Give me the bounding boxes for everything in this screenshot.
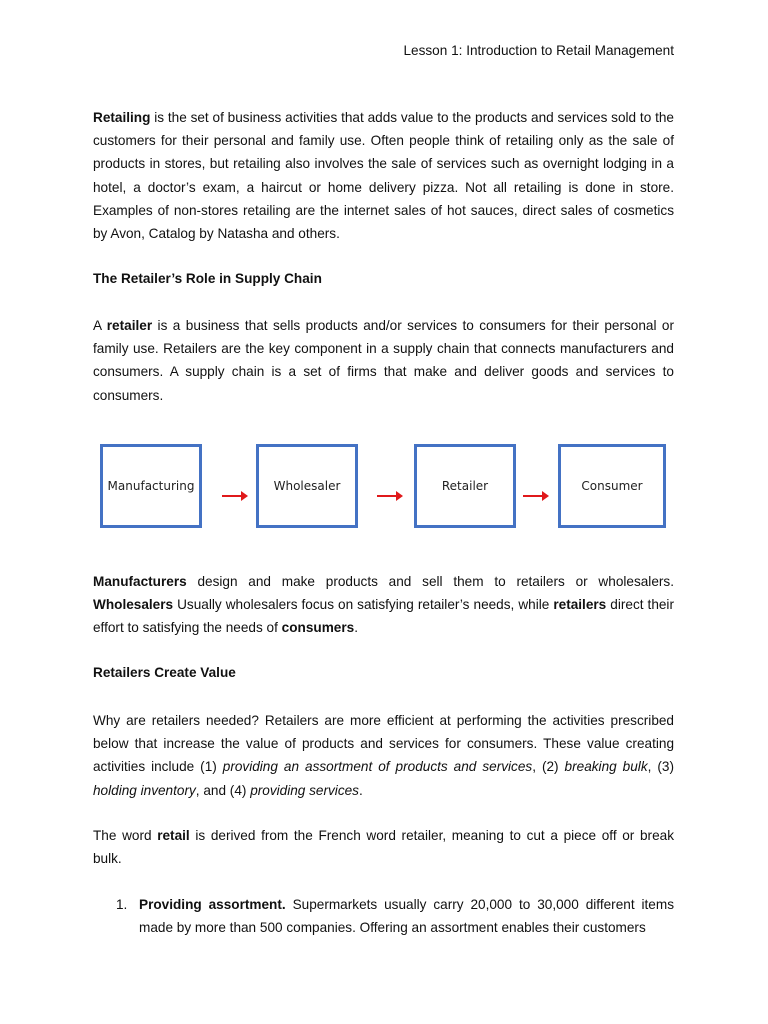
list-number: 1. [116, 897, 128, 912]
value-paragraph [93, 709, 674, 802]
value-text-1: Why are retailers needed? Retailers are more efficient at performing the activities prescribed below that increase the value of products and services for consumers. These value creating activities include (1) [93, 713, 674, 775]
roles-text-1: design and make products and sell them to retailers or wholesalers. [186, 574, 674, 589]
term-retailers: retailers [553, 597, 607, 613]
intro-paragraph [93, 106, 674, 245]
term-retailer: retailer [106, 318, 153, 333]
roles-paragraph [93, 570, 674, 640]
etymology-prefix: The word [93, 828, 158, 843]
term-manufacturers: Manufacturers [93, 574, 187, 589]
list-item-text: Supermarkets usually carry 20,000 to 30,000 different items made by more than 500 companies. Offering an assortment enables their customers [139, 897, 674, 936]
term-retail: retail [157, 828, 190, 843]
list-body [139, 893, 674, 939]
supply-chain-diagram [100, 443, 668, 533]
roles-text-3: direct their effort to satisfying the needs of [93, 597, 674, 636]
retailer-prefix: A [93, 318, 107, 333]
arrow-right-icon [523, 495, 543, 497]
value-text-3: , (3) [647, 759, 674, 775]
list-item [116, 893, 674, 939]
section-heading-supply-chain: The Retailer’s Role in Supply Chain [93, 271, 322, 286]
term-wholesalers: Wholesalers [93, 597, 174, 613]
etymology-paragraph [93, 824, 674, 870]
arrow-right-icon [377, 495, 397, 497]
roles-text-2: Usually wholesalers focus on satisfying retailer’s needs, while [173, 597, 554, 613]
value-text-4: , and (4) [195, 782, 251, 798]
node-consumer: Consumer [558, 444, 666, 528]
node-wholesaler: Wholesaler [256, 444, 358, 528]
node-retailer: Retailer [414, 444, 516, 528]
retailer-text: is a business that sells products and/or services to consumers for their personal or family use. Retailers are the key component in a supply chain that connects manufacturers and consumers. A supply chain is a set of firms that make and deliver goods and services to consumers. [93, 318, 675, 403]
etymology-text: is derived from the French word retailer, meaning to cut a piece off or break bulk. [93, 828, 674, 867]
value-text-2: , (2) [532, 759, 565, 775]
value-activity-inventory: holding inventory [93, 782, 196, 798]
node-manufacturing: Manufacturing [100, 444, 202, 528]
list-item-title: Providing assortment. [139, 897, 286, 912]
value-text-5: . [358, 782, 363, 798]
roles-text-4: . [354, 620, 358, 636]
term-consumers: consumers [281, 620, 355, 636]
value-activity-breaking-bulk: breaking bulk [564, 759, 648, 775]
intro-text: is the set of business activities that adds value to the products and services sold to the customers for their personal and family use. Often people think of retailing only as the sale of products in stores, but retailing also involves the sale of services such as overnight lodging in a hotel, a doctor’s exam, a haircut or home delivery pizza. Not all retailing is done in store. Examples of non-stores retailing are the internet sales of hot sauces, direct sales of cosmetics by Avon, Catalog by Natasha and others. [93, 110, 674, 242]
page-header: Lesson 1: Introduction to Retail Management [403, 43, 674, 58]
term-retailing: Retailing [93, 110, 151, 125]
arrow-right-icon [222, 495, 242, 497]
retailer-definition-paragraph [93, 314, 674, 407]
value-activity-assortment: providing an assortment of products and services [222, 759, 533, 775]
value-activity-services: providing services [250, 782, 359, 798]
section-heading-create-value: Retailers Create Value [93, 665, 236, 680]
